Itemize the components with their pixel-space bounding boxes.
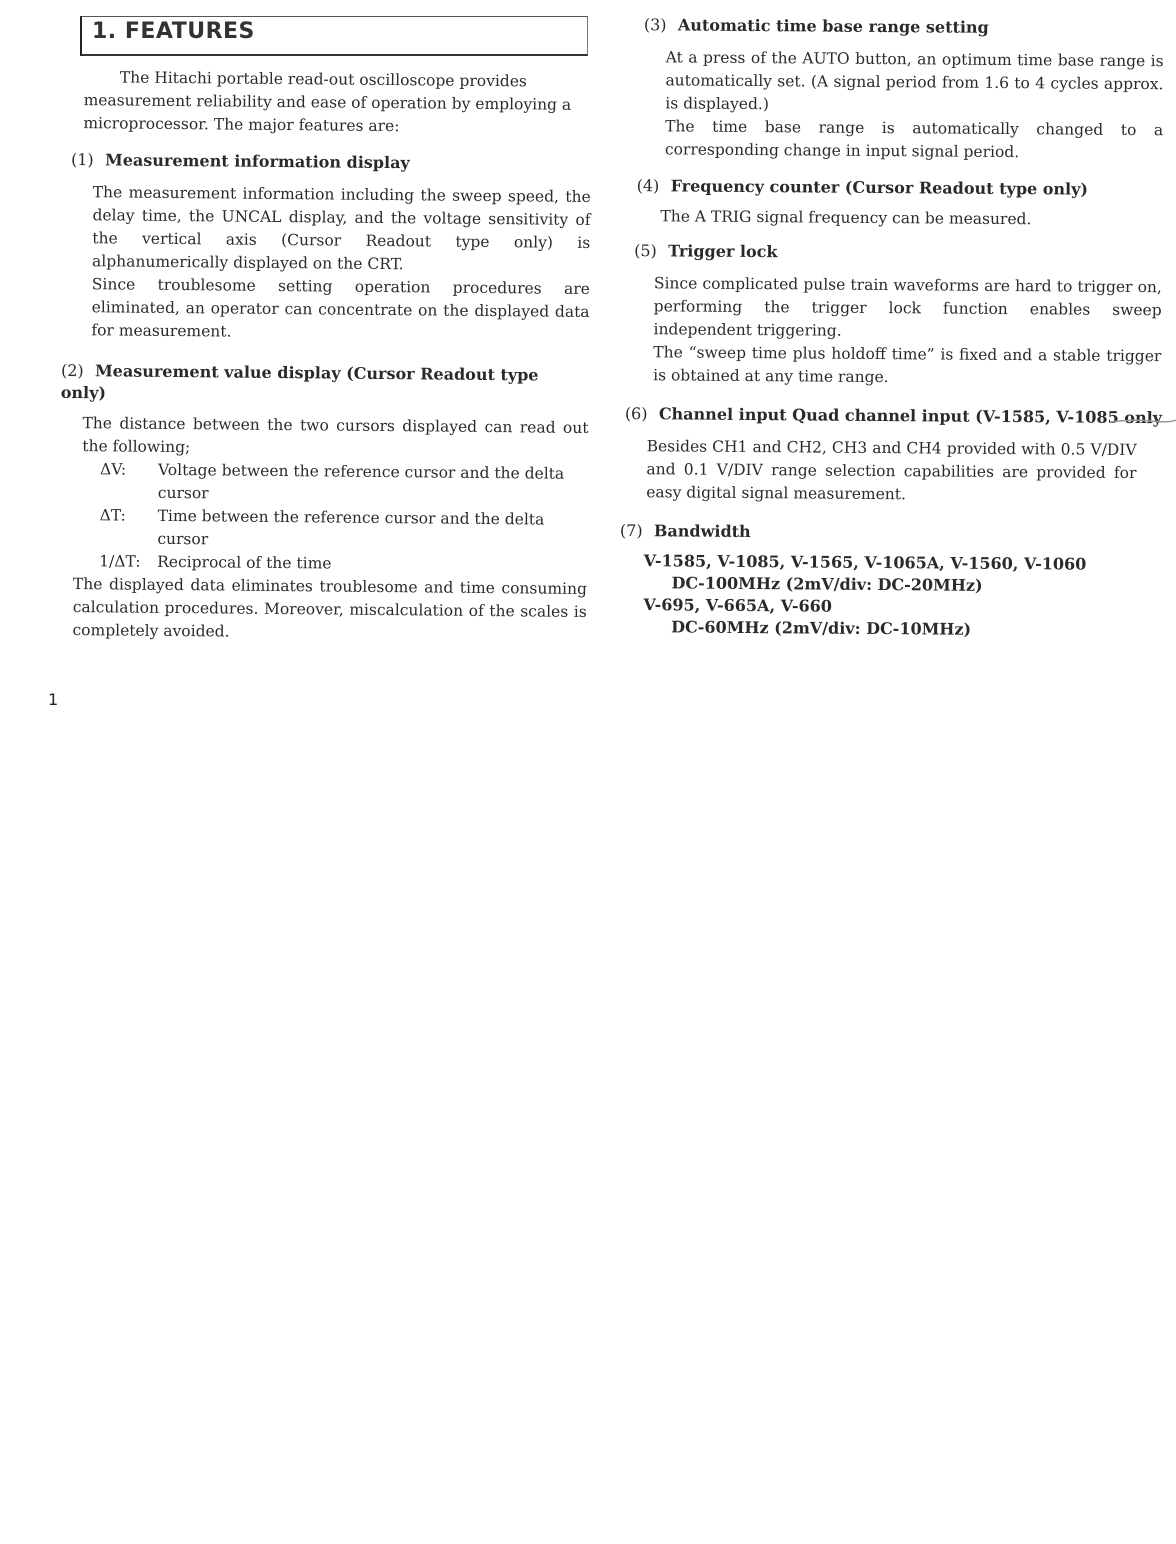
scan-smudge-mark [1110,416,1176,426]
feature-5-paragraph-1: Since complicated pulse train waveforms are hard to trigger on, performing the trigger lock function enables sweep independent triggering. [653,274,1162,340]
feature-3-paragraph-1: At a press of the AUTO button, an optimum time base range is automatically set. (A signal period from 1.6 to 4 cycles approx. is displayed.) [665,48,1164,114]
feature-6-paragraph-1: Besides CH1 and CH2, CH3 and CH4 provided with 0.5 V/DIV and 0.1 V/DIV range selection capabilities are provided for easy digital signal measurement. [646,437,1137,504]
feature-3-paragraph-2: The time base range is automatically changed to a corresponding change in input signal period. [664,117,1164,162]
feature-3-heading [644,14,1164,40]
feature-2-number: (2) [60,360,84,381]
page-number: 1 [48,690,59,709]
reciprocal-symbol: 1/ΔT: [99,552,141,571]
feature-2-title: Measurement value display [94,361,341,383]
feature-5-number: (5) [634,241,657,261]
feature-1-paragraph-1: The measurement information including the sweep speed, the delay time, the UNCAL display, and the voltage sensitivity of the vertical axis (Cursor Readout type only) is alphanumerically displayed on the CRT. [91,183,591,274]
feature-7-number: (7) [619,520,643,541]
feature-2-paragraph-1: The distance between the two cursors displayed can read out the following; [82,414,589,457]
list-item-text: Time between the reference cursor and the delta cursor [157,506,545,549]
list-item [100,458,588,509]
cursor-measurement-list [81,458,588,578]
delta-v-symbol: ΔV: [99,460,127,479]
feature-2-paragraph-2: The displayed data eliminates troublesome and time consuming calculation procedures. Moreover, miscalculation of the scales is completely avoided. [72,575,588,641]
feature-6-body [620,435,1137,508]
feature-1-paragraph-2: Since troublesome setting operation procedures are eliminated, an operator can concentrate on the displayed data for measurement. [91,275,590,341]
feature-3-number: (3) [643,15,667,35]
feature-2-title-suffix: (Cursor Readout type only) [60,363,539,403]
feature-6-title: Channel input Quad channel input (V-1585, V-1085 only [658,404,1163,428]
intro-line: The Hitachi portable read-out oscilloscope provides [119,68,527,91]
feature-2-heading [61,360,589,409]
feature-4-title: Frequency counter [670,176,840,197]
feature-4-title-suffix: (Cursor Readout type only) [844,177,1089,199]
feature-3-body [623,46,1164,165]
feature-4-number: (4) [636,176,660,196]
delta-t-symbol: ΔT: [99,506,126,525]
intro-line: measurement reliability and ease of operation by employing a [83,91,572,114]
list-item [99,550,587,578]
feature-2-body [66,412,588,647]
right-column [619,14,1164,642]
intro-line: microprocessor. The major features are: [83,114,400,136]
feature-1-title: Measurement information display [104,150,410,173]
feature-6-number: (6) [624,404,648,424]
feature-3-title: Automatic time base range setting [677,15,989,37]
intro-paragraph [71,66,592,140]
bandwidth-models-100mhz: V-1585, V-1085, V-1565, V-1065A, V-1560, V-1060 [643,551,1087,574]
bandwidth-value-60mhz: DC-60MHz (2mV/div: DC-10MHz) [671,617,972,639]
feature-5-heading [634,240,1162,266]
feature-5-title: Trigger lock [668,241,778,262]
section-title: 1. FEATURES [92,19,255,44]
feature-7-body [619,550,1160,642]
feature-5-paragraph-2: The “sweep time plus holdoff time” is fixed and a stable trigger is obtained at any time range. [653,343,1162,387]
left-column [60,60,592,647]
list-item [99,504,587,555]
feature-4-body [622,205,1162,232]
feature-5-body [621,272,1162,391]
list-item-text: Voltage between the reference cursor and the delta cursor [157,460,565,503]
feature-4-paragraph-1: The A TRIG signal frequency can be measured. [660,207,1032,229]
feature-4-heading [637,175,1163,201]
feature-7-heading [620,520,1160,546]
feature-1-body [69,181,591,347]
bandwidth-value-100mhz: DC-100MHz (2mV/div: DC-20MHz) [671,573,983,595]
feature-6-heading [625,403,1165,429]
section-title-box [80,16,588,56]
feature-7-title: Bandwidth [653,521,751,542]
bandwidth-models-60mhz: V-695, V-665A, V-660 [643,595,832,616]
feature-1-number: (1) [70,149,94,170]
list-item-text: Reciprocal of the time [157,552,332,573]
